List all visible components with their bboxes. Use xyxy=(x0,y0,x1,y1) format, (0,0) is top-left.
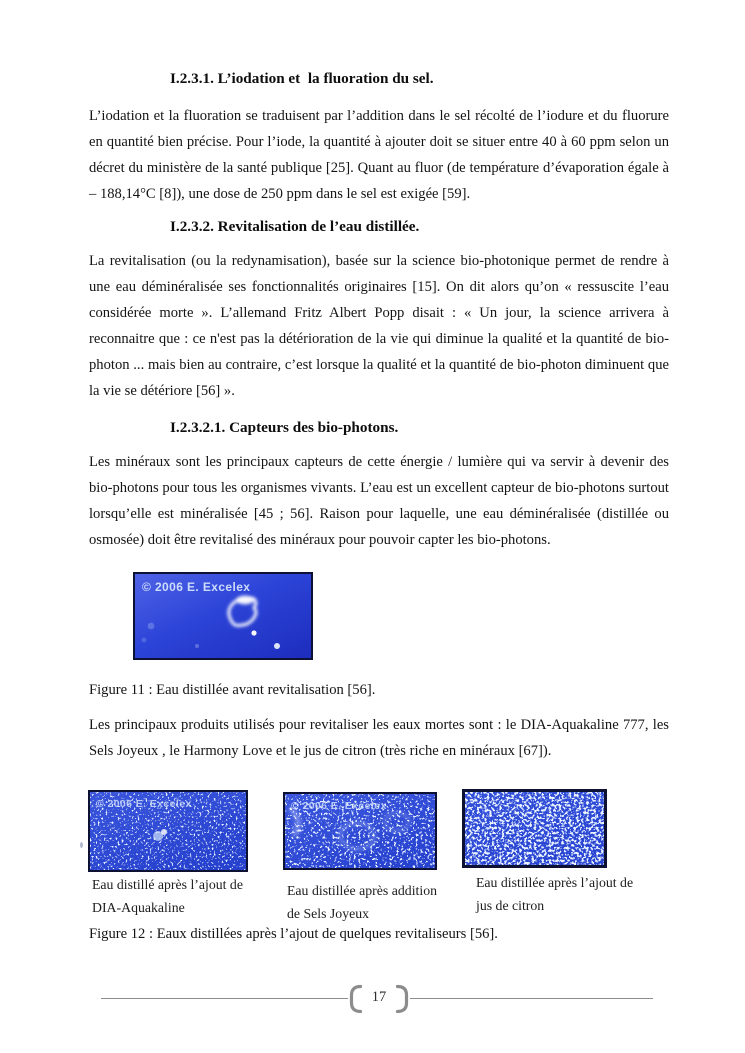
photo-label-dia-aquakaline: Eau distillé après l’ajout de DIA-Aquakaline xyxy=(92,877,243,915)
water-photo-before-icon xyxy=(135,574,311,658)
figure11-photo xyxy=(133,572,313,660)
paragraph-products: Les principaux produits utilisés pour revitaliser les eaux mortes sont : le DIA-Aquakaline 777, les Sels Joyeux , le Harmony Love et le jus de citron (très riche en minéraux [67]). xyxy=(89,717,669,759)
water-photo-dia-icon xyxy=(90,792,246,870)
footer-rule-left xyxy=(101,998,348,999)
scan-artifact xyxy=(80,842,83,848)
paragraph-iodation: L’iodation et la fluoration se traduisent par l’addition dans le sel récolté de l’iodure et du fluorure en quantité bien précise. Pour l’iode, la quantité à ajouter doit se situer entre 40 à 60 ppm selon un décret du ministère de la santé publique [25]. Quant au fluor (de température d’évaporation égale à – 188,14°C [8]), une dose de 250 ppm dans le sel est exigée [59]. xyxy=(89,108,669,202)
figure12-photo-dia-aquakaline xyxy=(88,790,248,872)
section-heading-capteurs: I.2.3.2.1. Capteurs des bio-photons. xyxy=(170,419,399,436)
figure11-caption: Figure 11 : Eau distillée avant revitalisation [56]. xyxy=(89,682,376,698)
photo-watermark: © 2006 E. Excelex xyxy=(142,580,251,594)
paragraph-revitalisation: La revitalisation (ou la redynamisation), basée sur la science bio-photonique permet de rendre à une eau déminéralisée ses fonctionnalités originaires [15]. On dit alors qu’on « ressuscite l’eau considérée morte ». L’allemand Fritz Albert Popp disait : « Un jour, la science arrivera à reconnaitre que : ce n'est pas la détérioration de la vie qui diminue la qualité et la quantité de bio-photon ... mais bien au contraire, c’est lorsque la qualité et la quantité de bio-photon diminuent que la vie se détériore [56] ». xyxy=(89,253,669,399)
water-photo-citron-icon xyxy=(465,792,604,865)
section-heading-iodation: I.2.3.1. L’iodation et la fluoration du sel. xyxy=(170,70,434,87)
page-number-right-bracket-icon xyxy=(395,984,411,1014)
photo-label-jus-citron: Eau distillée après l’ajout de jus de citron xyxy=(476,875,634,913)
figure12-caption: Figure 12 : Eaux distillées après l’ajout de quelques revitaliseurs [56]. xyxy=(89,926,498,942)
section-heading-revitalisation: I.2.3.2. Revitalisation de l’eau distillée. xyxy=(170,218,420,235)
footer-rule-right xyxy=(410,998,653,999)
figure12-photo-jus-citron xyxy=(462,789,607,868)
photo-watermark: © 2006 E. Excelex xyxy=(291,800,387,812)
photo-label-sels-joyeux: Eau distillée après addition de Sels Joyeux xyxy=(287,883,437,921)
water-photo-sels-icon xyxy=(285,794,435,868)
paragraph-capteurs: Les minéraux sont les principaux capteurs de cette énergie / lumière qui va servir à devenir des bio-photons pour tous les organismes vivants. L’eau est un excellent capteur de bio-photons surtout lorsqu’elle est minéralisée [45 ; 56]. Raison pour laquelle, une eau déminéralisée (distillée ou osmosée) doit être revitalisé des minéraux pour pouvoir capter les bio-photons. xyxy=(89,454,669,548)
figure12-photo-sels-joyeux xyxy=(283,792,437,870)
photo-watermark: © 2006 E. Excelex xyxy=(96,798,192,810)
page-number-left-bracket-icon xyxy=(347,984,363,1014)
page-number: 17 xyxy=(371,989,387,1005)
